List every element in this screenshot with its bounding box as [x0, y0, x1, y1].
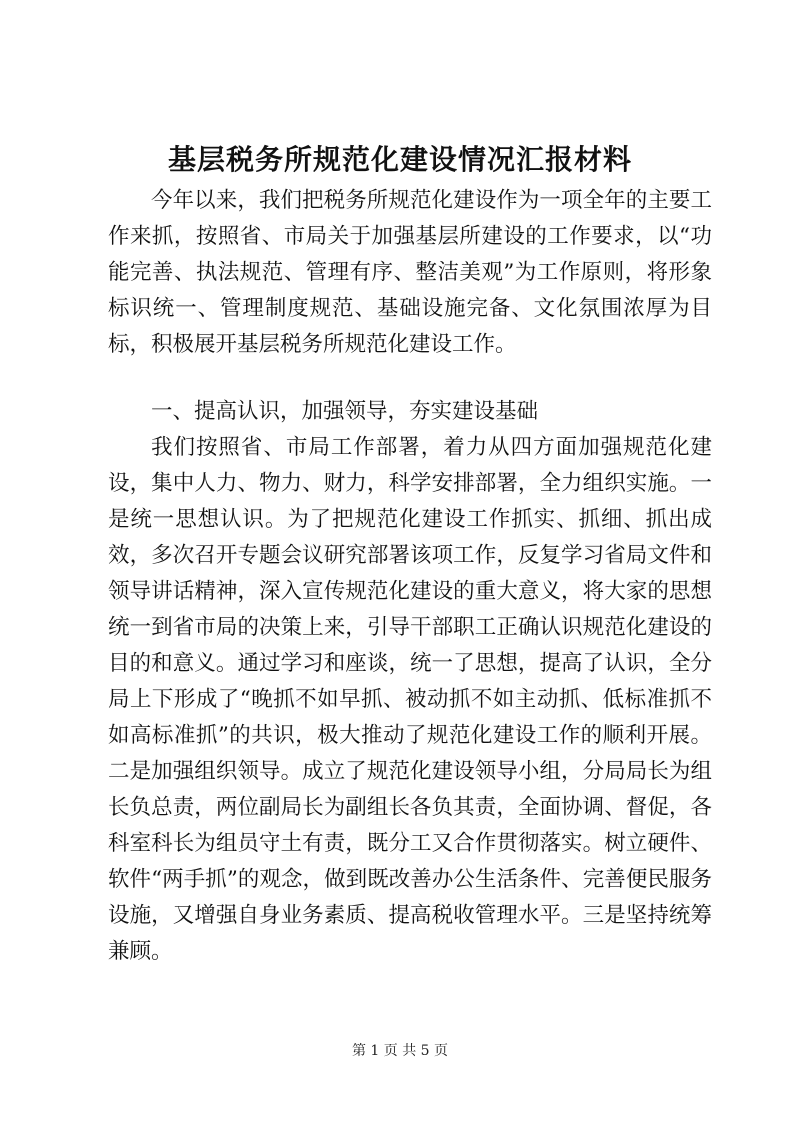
section-heading: 一、提高认识，加强领导，夯实建设基础 [151, 399, 539, 424]
paragraph-section-one: 我们按照省、市局工作部署，着力从四方面加强规范化建设，集中人力、物力、财力，科学安排部署，全力组织实施。一是统一思想认识。为了把规范化建设工作抓实、抓细、抓出成效，多次召开专题会议研究部署该项工作，反复学习省局文件和领导讲话精神，深入宣传规范化建设的重大意义，将大家的思想统一到省市局的决策上来，引导干部职工正确认识规范化建设的目的和意义。通过学习和座谈，统一了思想，提高了认识，全分局上下形成了“晚抓不如早抓、被动抓不如主动抓、低标准抓不如高标准抓”的共识，极大推动了规范化建设工作的顺利开展。二是加强组织领导。成立了规范化建设领导小组，分局局长为组长负总责，两位副局长为副组长各负其责，全面协调、督促，各科室科长为组员守土有责，既分工又合作贯彻落实。树立硬件、软件“两手抓”的观念，做到既改善办公生活条件、完善便民服务设施，又增强自身业务素质、提高税收管理水平。三是坚持统筹兼顾。 [108, 435, 712, 964]
document-title: 基层税务所规范化建设情况汇报材料 [167, 143, 632, 176]
paragraph-intro: 今年以来，我们把税务所规范化建设作为一项全年的主要工作来抓，按照省、市局关于加强基层所建设的工作要求，以“功能完善、执法规范、管理有序、整洁美观”为工作原则，将形象标识统一、管理制度规范、基础设施完备、文化氛围浓厚为目标，积极展开基层税务所规范化建设工作。 [108, 188, 712, 357]
page-footer: 第 1 页 共 5 页 [351, 1043, 449, 1059]
